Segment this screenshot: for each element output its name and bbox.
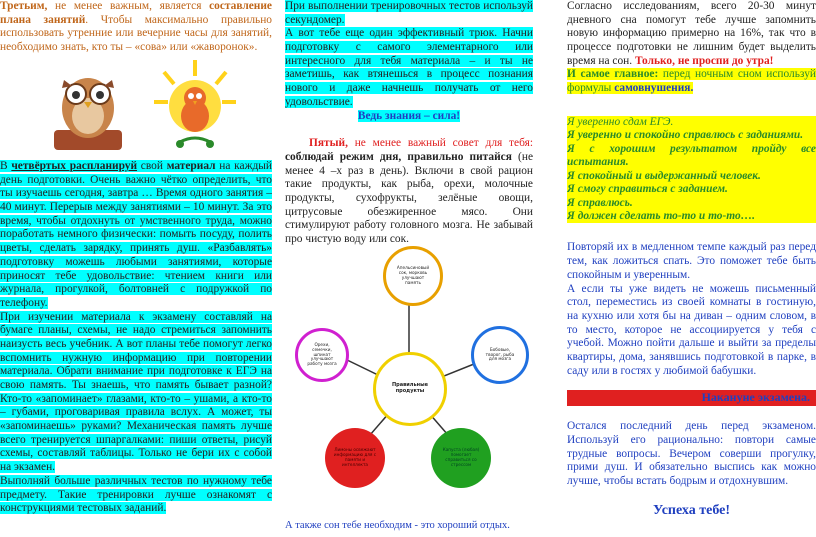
- circle-juice-text: Апельсиновый сок, морковь улучшают память: [396, 265, 430, 285]
- intro-bold: составление плана занятий: [0, 0, 272, 26]
- column-left: [0, 0, 272, 537]
- affirmation-list: [567, 116, 816, 224]
- table-paragraph: А если ты уже видеть не можешь письменный стол, переместись из своей комнаты в гостиную, на кухню или хотя бы на диван – одним словом, в то место, которое не ассоциируется у тебя с учебой. Можно пойти дальше и выйти за пределы квартиры, дома, занявшись подготовкой в парке, в саду или в гостях у любимой бабушки.: [567, 282, 816, 377]
- intro-text-2: . Чтобы максимально правильно использовать утренние или вечерние часы для занятий, необходимо знать, кто ты – «сова» или «жаворонок».: [0, 13, 272, 54]
- circle-beans-text: Бобовые, творог, рыба для мозга: [485, 346, 515, 362]
- food-mindmap: [285, 240, 533, 512]
- fifth-lead: Пятый,: [309, 137, 348, 150]
- owl-lark-illustration: [0, 58, 272, 158]
- fourth-bold: четвёртых распланируй: [11, 160, 138, 172]
- stopwatch-paragraph: [285, 0, 533, 27]
- affirmation-2: Я уверенно и спокойно справлюсь с заданиями.: [567, 129, 816, 142]
- trick-paragraph: [285, 27, 533, 109]
- circle-beans: [471, 326, 529, 384]
- owl-icon: [48, 60, 128, 154]
- intro-text-1: не менее важным, является: [47, 0, 210, 12]
- lark-sun-icon: [150, 58, 240, 156]
- circle-cabbage-text: Капуста (любая) помогает справиться со стрессом: [442, 447, 480, 467]
- fourth-advice-paragraph: [0, 160, 272, 311]
- eve-title: [567, 390, 816, 406]
- fifth-t2: (не менее 4 –х раз в день). Включи в свой рацион такие продукты, как рыба, орехи, молочные продукты, сухофрукты, зелёные овощи, цитрусовые обезжиренное мясо. Они стимулируют работу головного мозга. Не забывай про чистую воду или сок.: [285, 150, 533, 245]
- main-advice: [567, 68, 816, 94]
- main-word: самовнушения.: [614, 82, 694, 95]
- tests-paragraph: [0, 475, 272, 516]
- research-text: Согласно исследованиям, всего 20-30 минут дневного сна помогут тебе лучше запомнить новую информацию примерно на 16%, так что в процессе подготовки не лишним будет выделить время на сон.: [567, 0, 816, 67]
- circle-lemons: [325, 428, 385, 488]
- affirmation-5: Я смогу справиться с заданием.: [567, 183, 816, 196]
- circle-cabbage: [431, 428, 491, 488]
- motto-text: Ведь знания – сила!: [357, 109, 461, 122]
- sleep-note: [285, 520, 533, 533]
- circle-lemons-text: Лимоны освежают информацию для с памяти и интеллекта: [333, 447, 377, 467]
- column-middle: [285, 0, 533, 537]
- circle-juice: [383, 246, 443, 306]
- fourth-t2: на каждый день подготовки. Очень важно чётко определить, что ты изучаешь сегодня, завтра … Время одного занятия – 40 минут. Перерыв между занятиями – 10 минут. За это время, чтобы отдохнуть от умственного труда, можно поработать немного физически: помыть посуду, полить цветы, сделать зарядку, принять душ. «Разбавлять» подготовку можешь любыми занятиями, которые приносят тебе удовольствие: чтением книги или журнала, прогулкой, болтовней с подружкой по телефону.: [0, 160, 272, 309]
- main-bold: И самое главное:: [567, 68, 659, 81]
- fifth-advice-paragraph: [285, 137, 533, 247]
- intro-paragraph: [0, 0, 272, 58]
- affirmation-4: Я спокойный и выдержанный человек.: [567, 170, 816, 183]
- study-paragraph: [0, 311, 272, 475]
- affirmation-6: Я справлюсь.: [567, 197, 816, 210]
- main-text: перед ночным сном используй формулы: [567, 68, 816, 95]
- fifth-t1: не менее важный совет для тебя:: [347, 137, 533, 150]
- eve-title-text: Накануне экзамена.: [701, 390, 810, 405]
- closing-text: Успеха тебе!: [652, 502, 731, 518]
- fourth-bold2: материал: [166, 160, 216, 172]
- fourth-t1: свой: [137, 160, 167, 172]
- fifth-bold: соблюдай режим дня, правильно питайся: [285, 150, 512, 163]
- affirmation-7: Я должен сделать то-то и то-то….: [567, 210, 816, 223]
- eve-paragraph: Остался последний день перед экзаменом. Используй его рационально: повтори самые трудные вопросы. Вечером соверши прогулку, прими душ. И обязательно выспись как можно лучше, чтобы встать бодрым и отдохнувшим.: [567, 420, 816, 488]
- sleep-text: А также сон тебе необходим - это хороший отдых.: [285, 520, 510, 531]
- intro-lead: Третьим,: [0, 0, 48, 12]
- stopwatch-text: При выполнении тренировочных тестов используй секундомер.: [285, 0, 533, 26]
- research-paragraph: [567, 0, 816, 68]
- circle-nuts: [295, 328, 349, 382]
- motto: [285, 110, 533, 124]
- trick-text: А вот тебе еще один эффективный трюк. Начни подготовку с самого элементарного или интересного для тебя материала – и ты не заметишь, как втянешься в процесс познания нового и даже начнешь получать от него удовольствие.: [285, 27, 533, 108]
- research-bold: Только, не проспи до утра!: [634, 54, 774, 67]
- column-right: [567, 0, 816, 537]
- circle-center: [373, 352, 447, 426]
- circle-nuts-text: Орехи, семечки, шпинат улучшают работу мозга: [307, 341, 337, 367]
- tests-text: Выполняй больше различных тестов по нужному тебе предмету. Такие тренировки лучше ознакомят с конструкциями тестовых заданий.: [0, 474, 272, 515]
- affirmation-1: Я уверенно сдам ЕГЭ.: [567, 116, 816, 129]
- fourth-t0: В: [0, 160, 12, 172]
- study-text: При изучении материала к экзамену составляй на бумаге планы, схемы, не надо стремиться запомнить наизусть весь учебник. А вот планы тебе помогут легко вспомнить нужную информацию при повторении материала. Обрати внимание при подготовке к ЕГЭ на свою память. Ты знаешь, что память бывает разной? Кто-то «запоминает» глазами, кто-то – ушами, а кто-то – губами, проговаривая правила вслух. А может, ты «запоминаешь» руками? Механическая память лучше всего тренируется шпаргалками: пиши ответы, рисуй схемы, составляй таблицы. Только не бери их с собой на экзамен.: [0, 310, 272, 474]
- repeat-paragraph: Повторяй их в медленном темпе каждый раз перед тем, как ложиться спать. Это поможет тебе быть спокойным и уверенным.: [567, 241, 816, 281]
- circle-center-text: Правильные продукты: [392, 382, 428, 394]
- affirmation-3: Я с хорошим результатом пройду все испытания.: [567, 142, 816, 169]
